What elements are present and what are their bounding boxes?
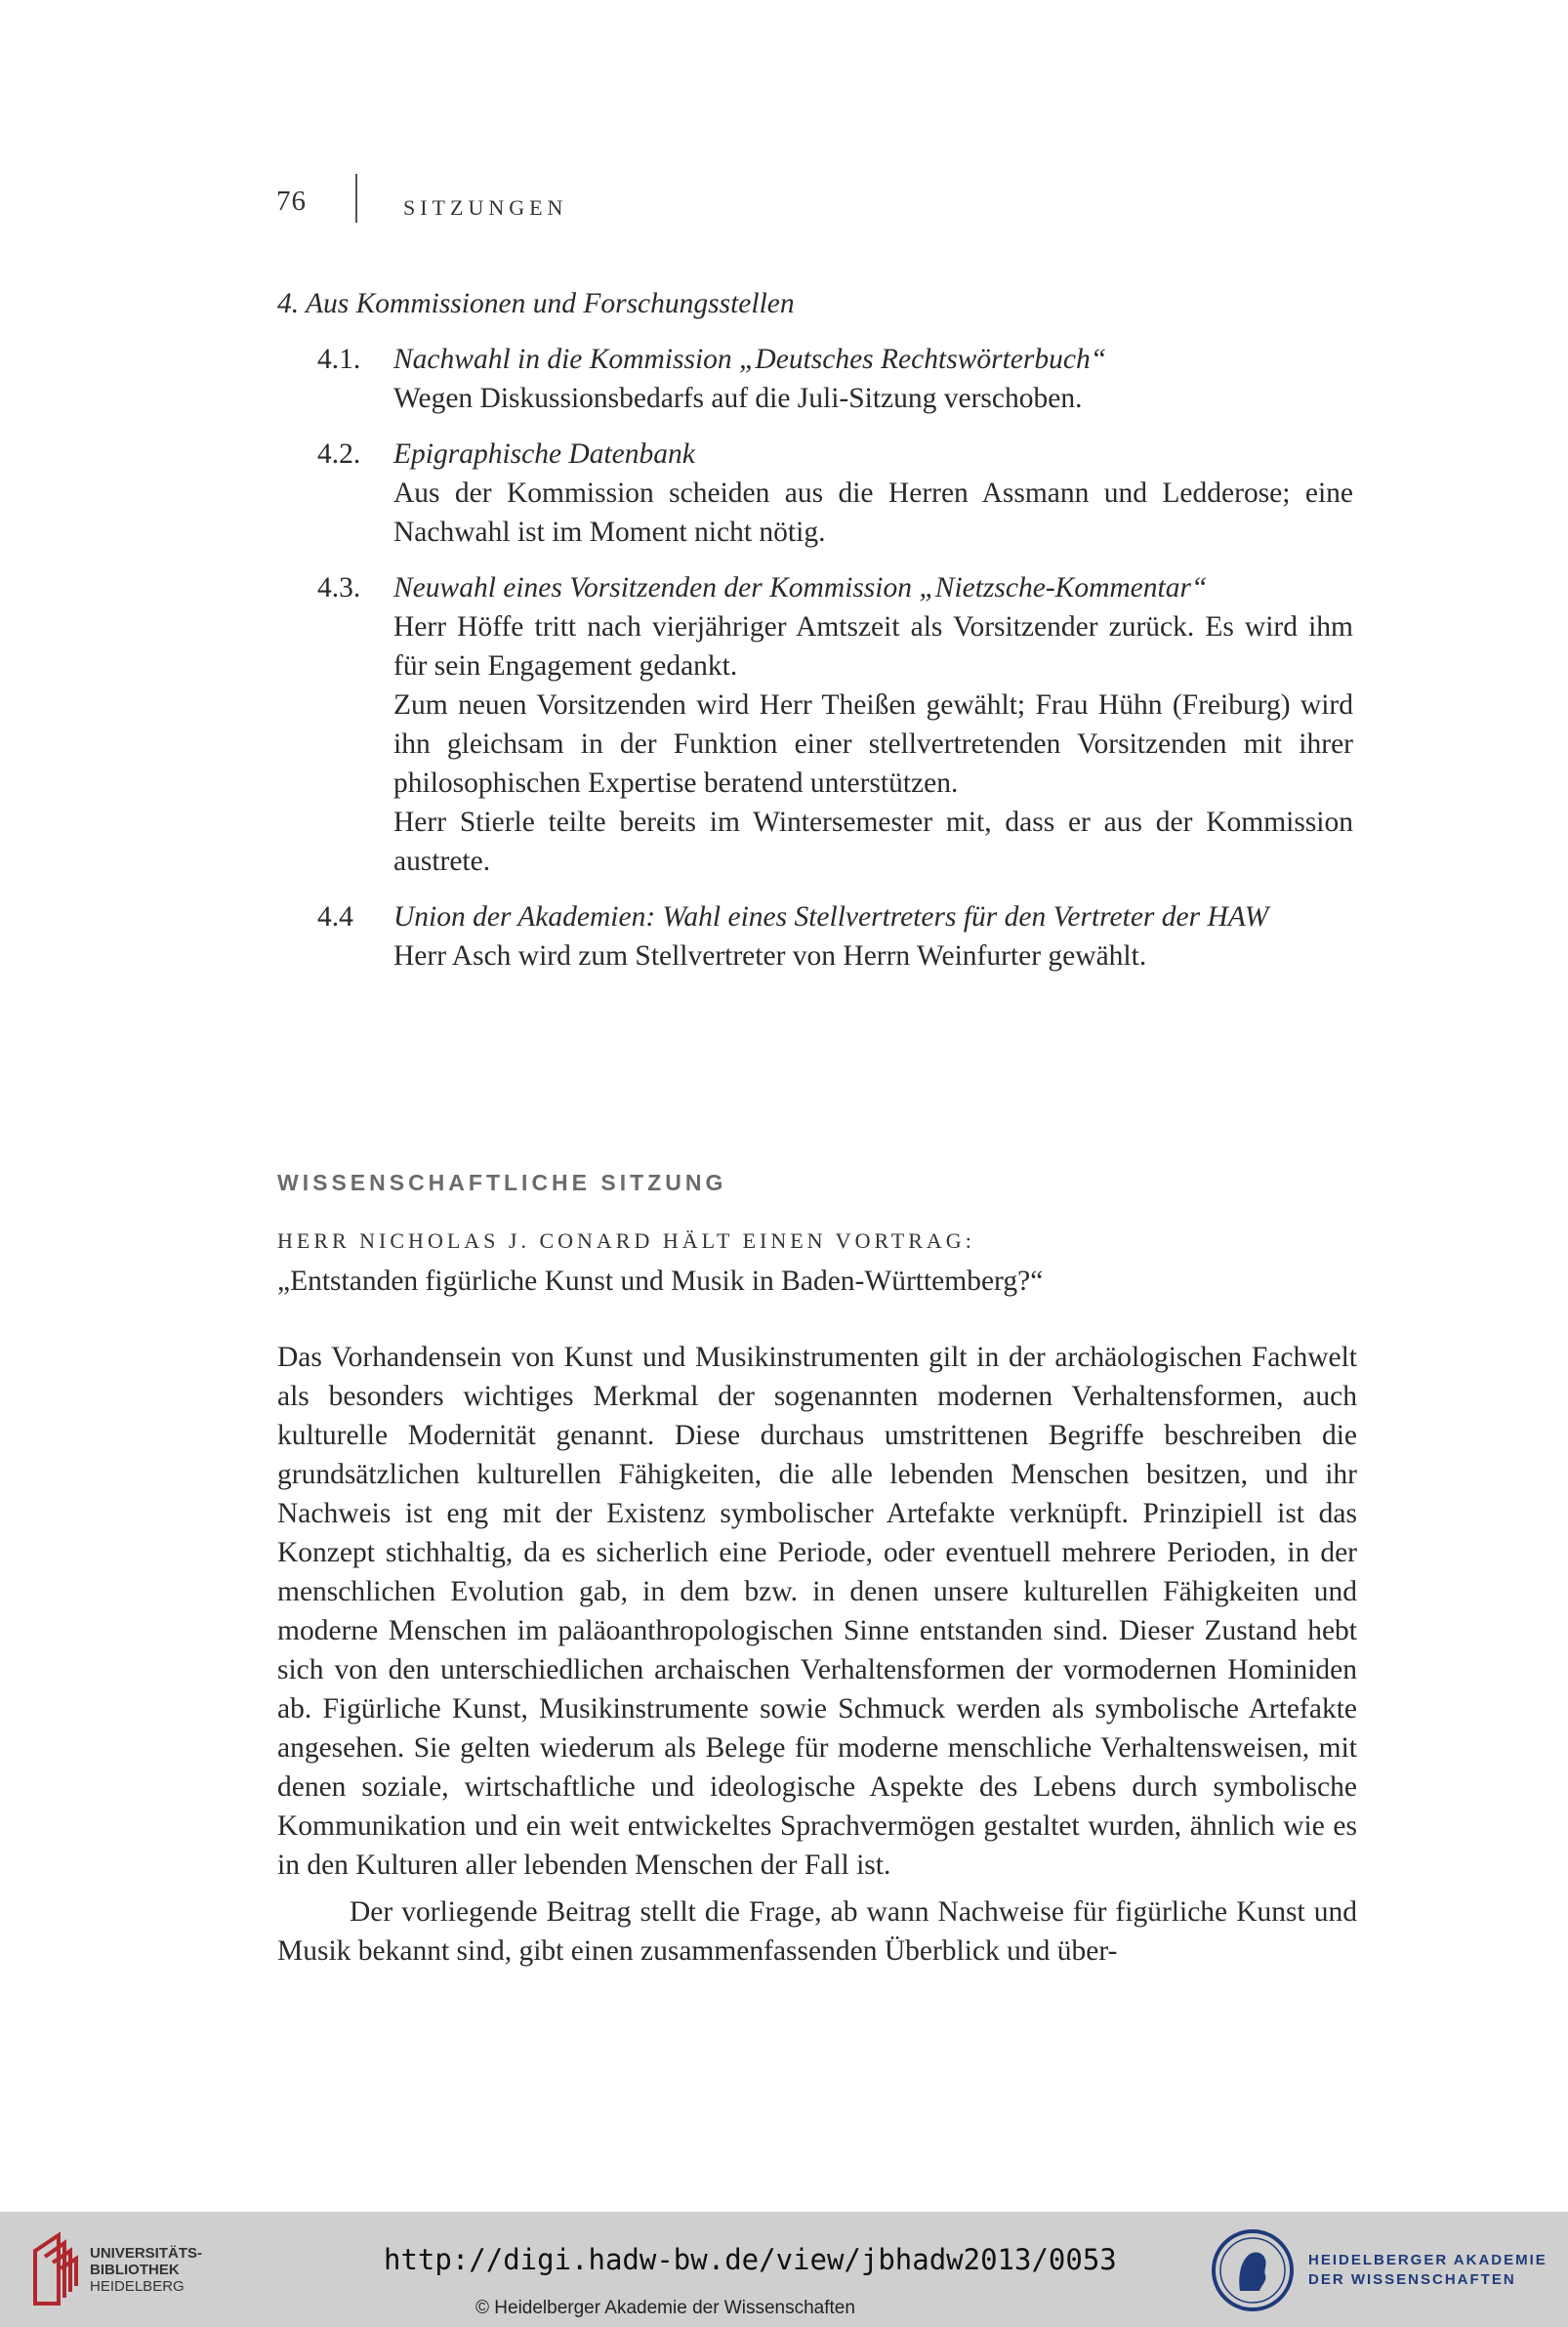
copyright-notice: © Heidelberger Akademie der Wissenschaften [475, 2298, 855, 2318]
subsection-number: 4.4 [317, 901, 353, 933]
body-paragraph: Das Vorhandensein von Kunst und Musikinstrumenten gilt in der archäologischen Fachwelt als besonders wichtiges Merkmal der sogenannten modernen Verhaltensformen, auch kulturelle Modernität genannt. Diese durchaus umstrittenen Begriffe beschreiben die grundsätzlichen kulturellen Fähigkeiten, die alle lebenden Menschen besitzen, und ihr Nachweis ist eng mit der Existenz symbolischer Artefakte verknüpft. Prinzipiell ist das Konzept stichhaltig, da es sicherlich eine Periode, oder eventuell mehrere Perioden, in der menschlichen Evolution gab, in dem bzw. in denen unsere kulturellen Fähigkeiten und moderne Menschen im paläoanthropologischen Sinne entstanden sind. Dieser Zustand hebt sich von den unterschiedlichen archaischen Verhaltensformen der vormodernen Hominiden ab. Figürliche Kunst, Musikinstrumente sowie Schmuck werden als symbolische Artefakte angesehen. Sie gelten wiederum als Belege für moderne menschliche Verhaltensweisen, mit denen soziale, wirtschaftliche und ideologische Aspekte des Lebens durch symbolische Kommunikation und ein weit entwickeltes Sprachvermögen gestaltet wurden, ähnlich wie es in den Kulturen aller lebenden Menschen der Fall ist. [277, 1342, 1357, 1881]
subsection-4-3 [317, 568, 1357, 881]
lecture-body [277, 1338, 1357, 1978]
academy-line: HEIDELBERGER AKADEMIE [1308, 2252, 1547, 2268]
section-heading: 4. Aus Kommissionen und Forschungsstellen [277, 288, 795, 319]
subsection-4-4 [317, 897, 1357, 976]
running-title: SITZUNGEN [403, 195, 568, 220]
university-library-name [90, 2245, 202, 2295]
footer-bar [0, 2212, 1568, 2327]
lecture-title: „Entstanden figürliche Kunst und Musik in Baden-Württemberg?“ [277, 1266, 1044, 1297]
subsection-text: Herr Asch wird zum Stellvertreter von Herrn Weinfurter gewählt. [393, 940, 1147, 972]
library-line: UNIVERSITÄTS- [90, 2245, 203, 2262]
subsection-text: Aus der Kommission scheiden aus die Herren Assmann und Ledderose; eine Nachwahl ist im Moment nicht nötig. [393, 478, 1353, 548]
page-number: 76 [276, 186, 307, 217]
body-paragraph: Der vorliegende Beitrag stellt die Frage, ab wann Nachweise für figürliche Kunst und Musik bekannt sind, gibt einen zusammenfassenden Überblick und über- [277, 1896, 1357, 1967]
library-line: BIBLIOTHEK [90, 2262, 180, 2278]
section-commissions [277, 284, 1357, 992]
academy-line: DER WISSENSCHAFTEN [1308, 2271, 1516, 2288]
subsection-number: 4.1. [317, 344, 361, 375]
lecturer-line: HERR NICHOLAS J. CONARD HÄLT EINEN VORTRAG: [277, 1228, 975, 1253]
permalink-url[interactable]: http://digi.hadw-bw.de/view/jbhadw2013/0053 [384, 2243, 1117, 2276]
university-library-logo-icon [31, 2229, 82, 2309]
header-divider [355, 174, 357, 223]
academy-name [1308, 2251, 1547, 2290]
library-line: HEIDELBERG [90, 2278, 185, 2295]
subsection-number: 4.2. [317, 438, 361, 470]
session-heading: WISSENSCHAFTLICHE SITZUNG [277, 1170, 727, 1195]
subsection-number: 4.3. [317, 572, 361, 603]
subsection-title: Nachwahl in die Kommission „Deutsches Rechtswörterbuch“ [393, 344, 1107, 375]
subsection-title: Union der Akademien: Wahl eines Stellvertreters für den Vertreter der HAW [393, 901, 1269, 933]
subsection-4-2 [317, 435, 1357, 552]
subsection-text: Wegen Diskussionsbedarfs auf die Juli-Sitzung verschoben. [393, 383, 1083, 414]
subsection-4-1 [317, 340, 1357, 418]
subsection-title: Neuwahl eines Vorsitzenden der Kommission „Nietzsche-Kommentar“ [393, 572, 1208, 603]
subsection-text: Herr Höffe tritt nach vierjähriger Amtszeit als Vorsitzender zurück. Es wird ihm für sein Engagement gedankt. [393, 611, 1353, 682]
subsection-text: Herr Stierle teilte bereits im Wintersemester mit, dass er aus der Kommission austrete. [393, 807, 1353, 877]
subsection-text: Zum neuen Vorsitzenden wird Herr Theißen gewählt; Frau Hühn (Freiburg) wird ihn gleichsam in der Funktion einer stellvertretenden Vorsitzenden mit ihrer philosophischen Expertise beratend unterstützen. [393, 689, 1353, 799]
subsection-title: Epigraphische Datenbank [393, 438, 695, 470]
academy-seal-icon [1211, 2228, 1295, 2312]
